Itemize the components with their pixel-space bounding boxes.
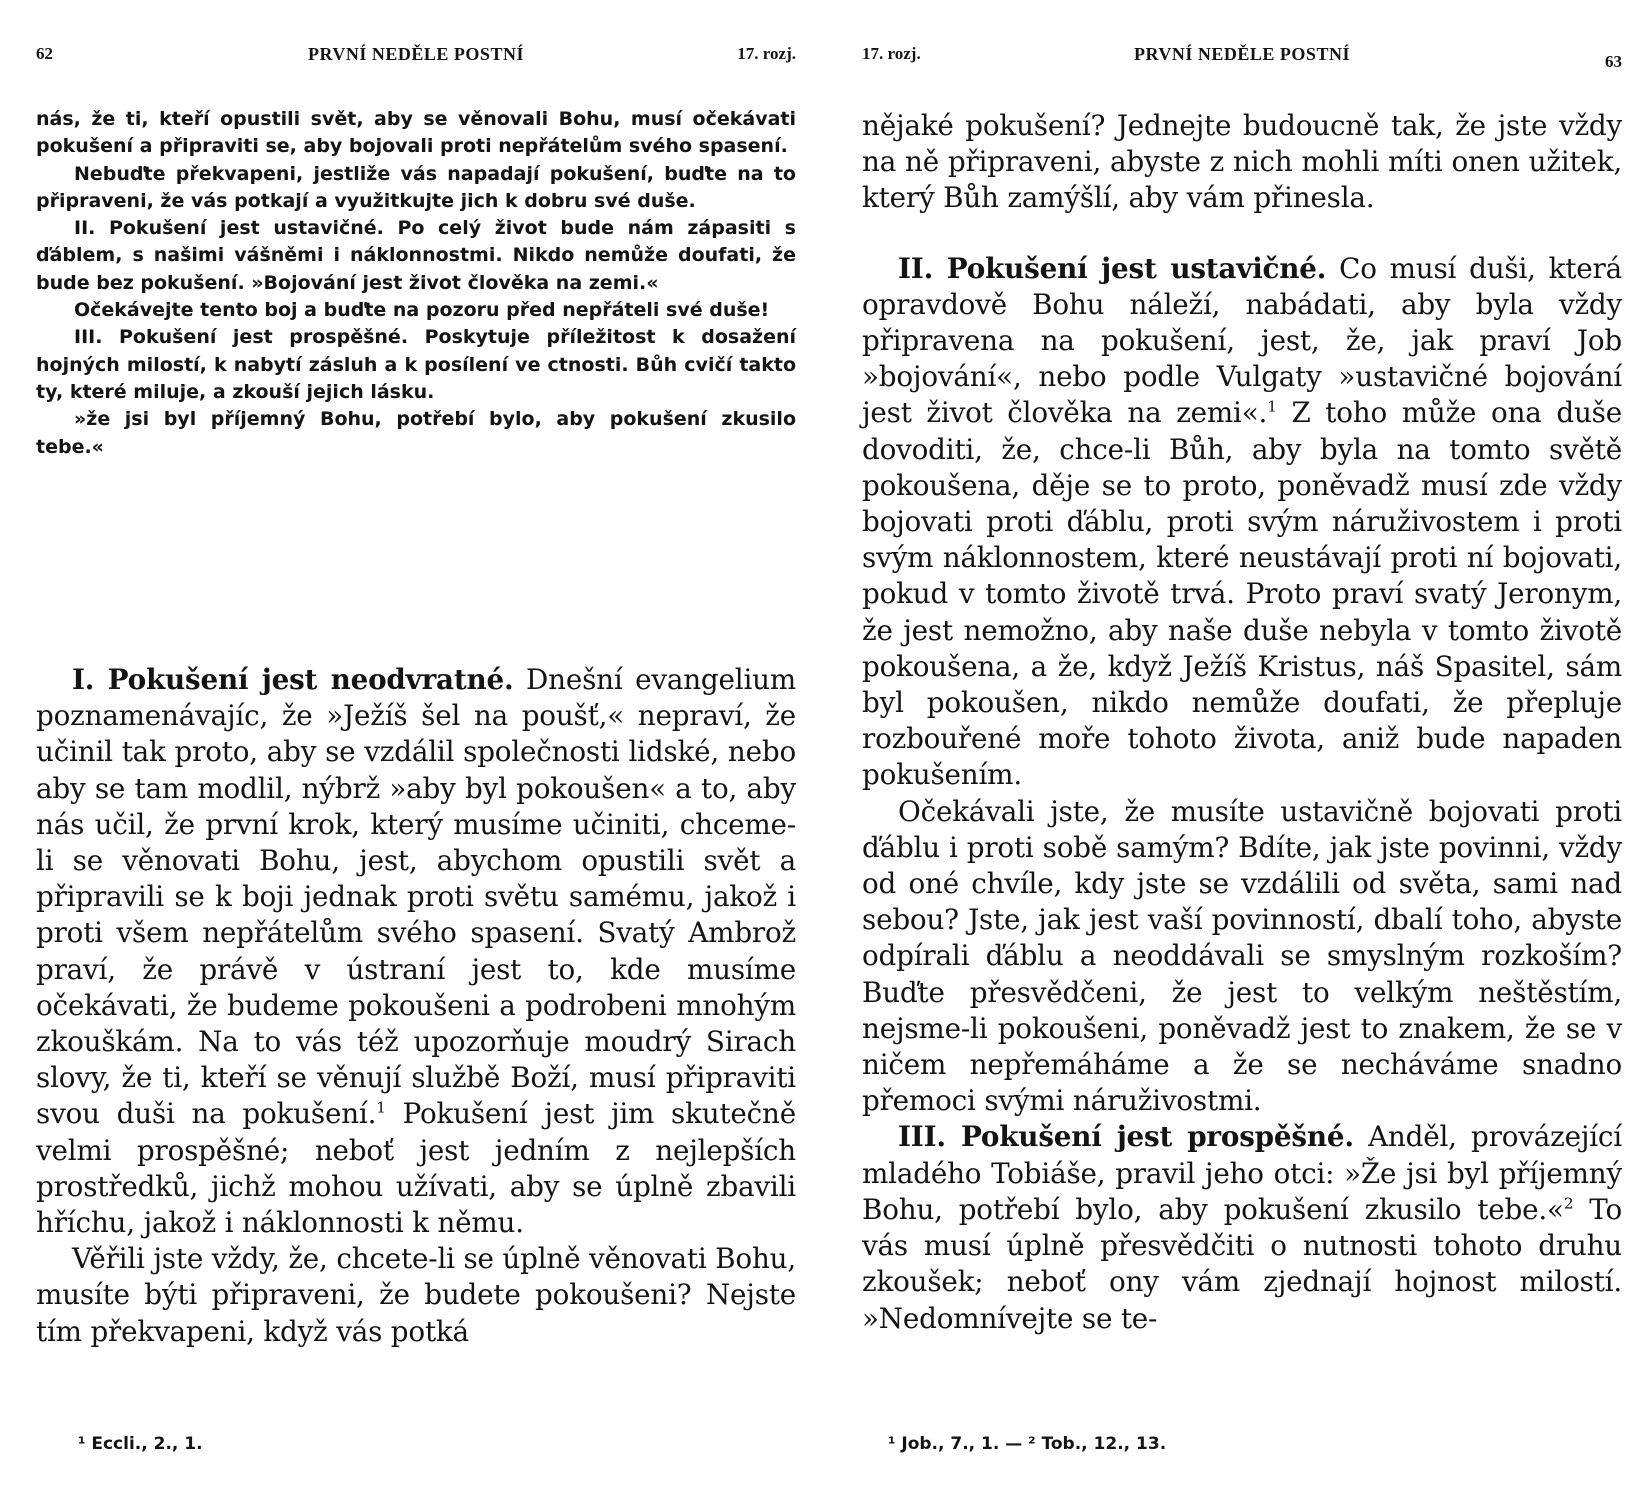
- summary-paragraph: [36, 324, 796, 406]
- body-paragraph: [862, 1119, 1622, 1336]
- page-number: 62: [36, 44, 53, 63]
- summary-paragraph: Nebuďte překvapeni, jestliže vás napadají pokušení, buďte na to připraveni, že vás potkají a využitkujte jich k dobru své duše.: [36, 162, 796, 212]
- summary-point-text: Poskytuje příležitost k dosažení hojných milostí, k nabytí zásluh a k posílení ve ctnosti. Bůh cvičí takto ty, které miluje, a zkouší jejich lásku.: [36, 326, 796, 403]
- main-text: [36, 662, 796, 1350]
- body-text: Co musí duši, která opravdově Bohu náleží, nabádati, aby byla vždy připravena na pokušení, jest, že, jak praví Job »bojování«, nebo podle Vulgaty »ustavičné bojování jest život člověka na zemi«.: [862, 251, 1622, 430]
- body-paragraph: Věřili jste vždy, že, chcete-li se úplně věnovati Bohu, musíte býti připraveni, že budete pokoušeni? Nejste tím překvapeni, když vás potká: [36, 1242, 796, 1348]
- body-text: Z toho může ona duše dovoditi, že, chce-li Bůh, aby byla na tomto světě pokoušena, děje se to proto, poněvadž musí zde vždy bojovati proti ďáblu, proti svým náruživostem i proti svým náklonnostem, které neustávají proti ní bojovati, pokud v tomto životě trvá. Proto praví svatý Jeronym, že jest nemožno, aby naše duše nebyla v tomto životě pokoušena, a že, když Ježíš Kristus, náš Spasitel, sám byl pokoušen, nikdo nemůže doufati, že přepluje rozbouřené moře tohoto života, aniž bude napaden pokušením.: [862, 396, 1622, 792]
- summary-paragraph: nás, že ti, kteří opustili svět, aby se věnovali Bohu, musí očekávati pokušení a připraviti se, aby bojovali proti nepřátelům svého spasení.: [36, 108, 796, 158]
- body-text: To vás musí úplně přesvědčiti o nutnosti tohoto druhu zkoušek; neboť ony vám zjednají hojnost milostí. »Nedomnívejte se te-: [862, 1192, 1622, 1335]
- body-paragraph: [862, 251, 1622, 794]
- body-paragraph: Očekávali jste, že musíte ustavičně bojovati proti ďáblu i proti sobě samým? Bdíte, jak jste povinni, vždy od oné chvíle, kdy jste se vzdálili od světa, sami nad sebou? Jste, jak jest vaší povinností, dbalí toho, abyste odpírali ďáblu a neoddávali se smyslným rozkoším? Buďte přesvědčeni, že jest to velkým neštěstím, nejsme-li pokoušeni, poněvadž jest to znakem, že se v ničem nepřemáháme a že se necháváme snadno přemoci svými náruživostmi.: [862, 794, 1622, 1118]
- summary-point-text: Po celý život bude nám zápasiti s ďáblem, s našimi vášněmi i náklonnostmi. Nikdo nemůže doufati, že bude bez pokušení. »Bojování jest život člověka na zemi.«: [36, 217, 796, 294]
- body-text: Dnešní evangelium poznamenávajíc, že »Ježíš šel na poušť,« nepraví, že učinil tak proto, aby se vzdálil společnosti lidské, nebo aby se tam modlil, nýbrž »aby byl pokoušen« a to, aby nás učil, že první krok, který musíme učiniti, chceme-li se věnovati Bohu, jest, abychom opustili svět a připravili se k boji jednak proti světu samému, jakož i proti všem nepřátelům svého spasení. Svatý Ambrož praví, že právě v ústraní jest to, kde musíme očekávati, že budeme pokoušeni a podrobeni mnohým zkouškám. Na to vás též upozorňuje moudrý Sirach slovy, že ti, kteří se věnují službě Boží, musí připraviti svou duši na pokušení.: [36, 663, 796, 1131]
- page-number: 63: [1605, 52, 1622, 71]
- footnote-marker: 1: [1267, 398, 1277, 417]
- right-page-header: [862, 44, 1622, 74]
- section-heading: III. Pokušení jest prospěšné.: [898, 1120, 1354, 1154]
- left-page-header: [36, 44, 796, 74]
- section-heading: I. Pokušení jest neodvratné.: [72, 663, 514, 696]
- right-page: [862, 0, 1622, 1500]
- summary-paragraph: Očekávejte tento boj a buďte na pozoru před nepřáteli své duše!: [74, 299, 770, 322]
- summary-point-heading: II. Pokušení jest ustavičné.: [74, 217, 384, 240]
- left-page: [36, 0, 796, 1500]
- running-title: PRVNÍ NEDĚLE POSTNÍ: [308, 44, 524, 64]
- summary-paragraph: »že jsi byl příjemný Bohu, potřebí bylo, aby pokušení zkusilo tebe.«: [36, 408, 796, 458]
- body-text: Pokušení jest jim skutečně velmi prospěšné; neboť jest jedním z nejlepších prostředků, jichž mohou užívati, aby se úplně zbavili hříchu, jakož i náklonnosti k němu.: [36, 1097, 796, 1240]
- footnote-marker: 1: [376, 1099, 386, 1118]
- body-paragraph: nějaké pokušení? Jednejte budoucně tak, že jste vždy na ně připraveni, abyste z nich mohli míti onen užitek, který Bůh zamýšlí, aby vám přinesla.: [862, 109, 1622, 215]
- body-text: Anděl, provázející mladého Tobiáše, pravil jeho otci: »Že jsi byl příjemný Bohu, potřebí bylo, aby pokušení zkusilo tebe.«: [862, 1120, 1622, 1226]
- footnote: ¹ Eccli., 2., 1.: [78, 1434, 203, 1454]
- summary-paragraph: [36, 215, 796, 297]
- footnote-marker: 2: [1563, 1194, 1574, 1213]
- running-title: PRVNÍ NEDĚLE POSTNÍ: [1134, 44, 1350, 64]
- section-heading: II. Pokušení jest ustavičné.: [898, 251, 1327, 285]
- footnote: ¹ Job., 7., 1. — ² Tob., 12., 13.: [888, 1434, 1167, 1454]
- chapter-label: 17. rozj.: [862, 44, 921, 63]
- chapter-label: 17. rozj.: [737, 44, 796, 63]
- meditation-summary: [36, 106, 796, 461]
- summary-point-heading: III. Pokušení jest prospěšné.: [74, 326, 409, 349]
- body-paragraph: [36, 662, 796, 1241]
- main-text: [862, 108, 1622, 1337]
